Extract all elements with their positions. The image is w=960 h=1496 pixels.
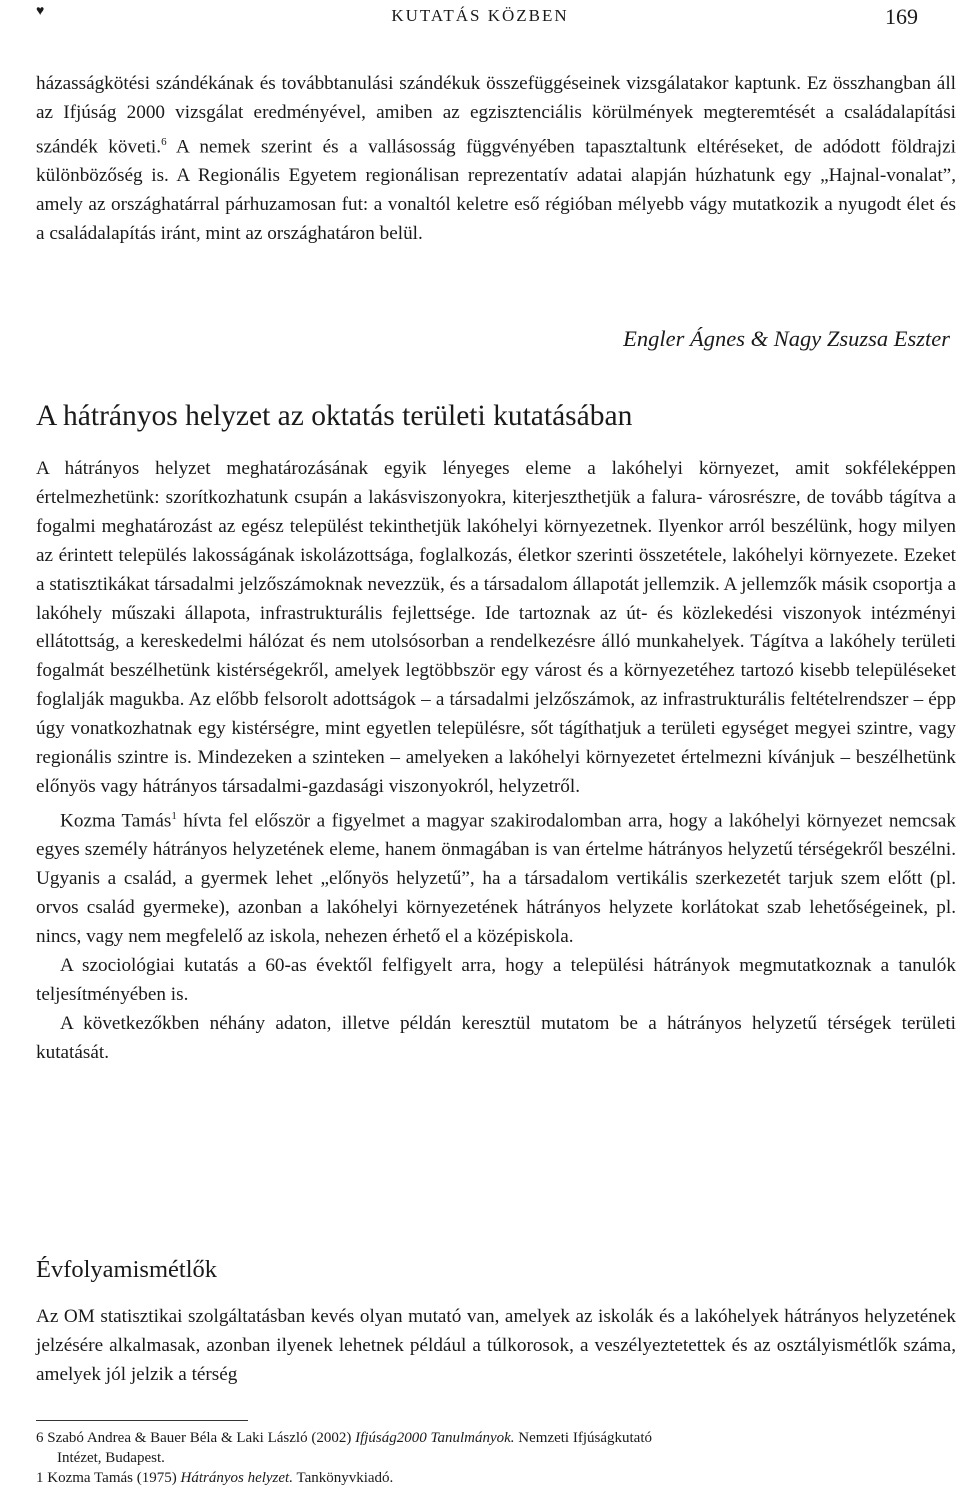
footnote-text: 6 Szabó Andrea & Bauer Béla & Laki László (2002) — [36, 1430, 356, 1446]
footnote-6-continued: Intézet, Budapest. — [57, 1450, 165, 1466]
paragraph-text: Kozma Tamás — [60, 810, 172, 832]
body-paragraph: A szociológiai kutatás a 60-as évektől felfigyelt arra, hogy a települési hátrányok megmutatkoznak a tanulók teljesítményében is. — [36, 954, 956, 1005]
ornament-icon: ♥ — [36, 4, 45, 19]
section-heading: Évfolyamismétlők — [36, 1256, 217, 1283]
footnote-text: Tankönyvkiadó. — [292, 1470, 394, 1486]
body-paragraph — [36, 802, 956, 952]
footnote-divider — [36, 1420, 248, 1421]
footnote-1 — [36, 1468, 956, 1488]
footnote-6 — [36, 1428, 956, 1448]
paragraph-text: A nemek szerint és a vallásosság függvényében tapasztaltunk eltéréseket, de adódott földrajzi különbözőség is. A Regionális Egyetem regionálisan reprezentatív adatai alapján húzhatunk egy „Hajnal-vonalat”, amely az országhatárral párhuzamosan fut: a vonaltól keletre eső régióban mélyebb vágy mutatkozik a nyugodt élet és a családalapítás iránt, mint az országhatáron belül. — [36, 136, 956, 244]
continued-paragraph — [36, 70, 956, 249]
article-body — [36, 455, 956, 1067]
page-number: 169 — [885, 4, 918, 29]
body-paragraph: A következőkben néhány adaton, illetve példán keresztül mutatom be a hátrányos helyzetű térségek területi kutatását. — [36, 1012, 956, 1063]
footnote-title: Hátrányos helyzet. — [180, 1470, 293, 1486]
body-paragraph: A hátrányos helyzet meghatározásának egyik lényeges eleme a lakóhelyi környezet, amit sokféleképpen értelmezhetünk: szorítkozhatunk csupán a lakásviszonyokra, kiterjeszthetjük a falura- városrészre, de tovább tágítva a fogalmi meghatározást az egész települést tekinthetjük lakóhelyi környezetnek. Ilyenkor arról beszélünk, hogy milyen az érintett település lakosságának iskolázottsága, foglalkozás, életkor szerinti összetétele, lakóhelyi környezete. Ezeket a statisztikákat társadalmi jelzőszámoknak nevezzük, és a társadalom állapotát jellemzik. A jellemzők másik csoportja a lakóhely műszaki állapota, infrastrukturális fejlettsége. Ide tartoznak az út- és közlekedési viszonyok intézményi ellátottság, a kereskedelmi hálózat és nem utolsósorban a rendelkezésre álló munkahelyek. Tágítva a lakóhely területi fogalmát beszélhetünk kistérségekről, amelyek legtöbbször egy várost és a környezetéhez tartozó kisebb településeket foglalják magukba. Az előbb felsorolt adottságok – a társadalmi jelzőszámok, az infrastrukturális feltételrendszer – épp úgy vonatkozhatnak egy kistérségre, mint egyetlen településre, sőt tágíthatjuk a területi egységet megyei szintre, vagy regionális szintre is. Mindezeken a szinteken – amelyeken a lakóhelyi környezetet értelmezni kívánjuk – beszélhetünk előnyös vagy hátrányos társadalmi-gazdasági viszonyokról, helyzetről. — [36, 458, 956, 797]
running-head: KUTATÁS KÖZBEN — [391, 6, 569, 25]
article-title: A hátrányos helyzet az oktatás területi kutatásában — [36, 400, 633, 432]
footnote-text: Nemzeti Ifjúságkutató — [514, 1430, 652, 1446]
footnotes — [36, 1428, 956, 1488]
footnote-text: 1 Kozma Tamás (1975) — [36, 1470, 181, 1486]
body-paragraph: Az OM statisztikai szolgáltatásban kevés olyan mutató van, amelyek az iskolák és a lakóhelyek hátrányos helyzetének jelzésére alkalmasak, azonban ilyenek lehetnek például a túlkorosok, a veszélyeztetettek és az osztályismétlők száma, amelyek jól jelzik a térség — [36, 1306, 956, 1385]
footnote-ref: 1 — [171, 809, 177, 822]
article-author: Engler Ágnes & Nagy Zsuzsa Eszter — [623, 326, 950, 351]
footnote-ref: 6 — [161, 135, 167, 148]
paragraph-text: házasságkötési szándékának és továbbtanulási szándékuk összefüggéseinek vizsgálatakor kaptunk. Ez összhangban áll az Ifjúság 2000 vizsgálat eredményével, amiben az egzisztenciális körülmények megteremtését a családalapítási szándék követi. — [36, 73, 956, 158]
section-body — [36, 1303, 956, 1390]
footnote-title: Ifjúság2000 Tanulmányok. — [355, 1430, 515, 1446]
paragraph-text: hívta fel először a figyelmet a magyar szakirodalomban arra, hogy a lakóhelyi környezet nemcsak egyes személy hátrányos helyzetének eleme, hanem önmagában is van értelme hátrányos helyzetű térségekről beszélni. Ugyanis a család, a gyermek lehet „előnyös helyzetű”, ha a társadalom vertikális szerkezetét tarjuk szem előtt (pl. orvos család gyermeke), azonban a lakóhelyi környezetének hátrányos helyzete korlátokat szab lehetőségeinek, pl. nincs, vagy nem megfelelő az iskola, nehezen érhető el a középiskola. — [36, 810, 956, 947]
